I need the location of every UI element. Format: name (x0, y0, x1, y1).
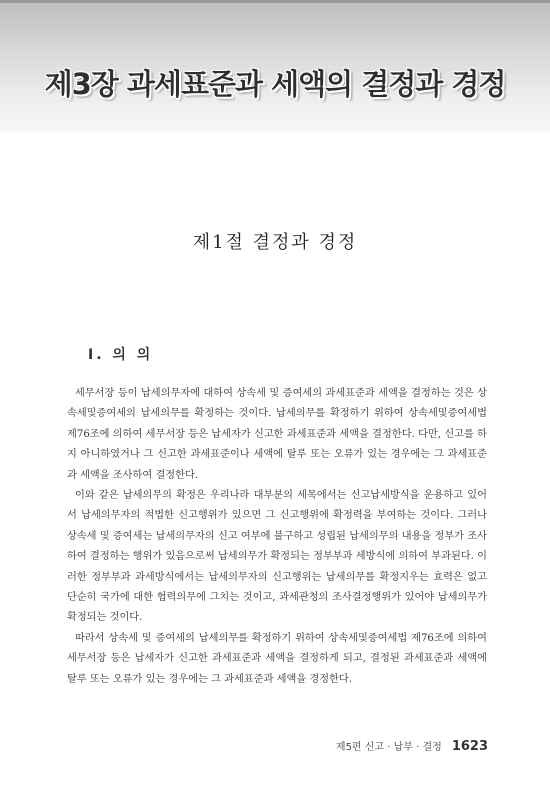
header-top-line (0, 0, 550, 3)
page-number: 1623 (451, 739, 488, 754)
paragraph: 따라서 상속세 및 증여세의 납세의무를 확정하기 위하여 상속세및증여세법 제76조에 의하여 세무서장 등은 납세자가 신고한 과세표준과 세액을 결정하게 되고, 결정된 과세표준과 세액에 탈루 또는 오류가 있는 경우에는 그 과세표준과 세액을 경정한다. (67, 632, 487, 685)
footer-part-label: 제5편 신고 · 납부 · 결정 (335, 742, 442, 753)
section-title: 제1절 결정과 경정 (192, 232, 358, 253)
body-text (67, 384, 487, 690)
paragraph: 세무서장 등이 납세의무자에 대하여 상속세 및 증여세의 과세표준과 세액을 결정하는 것은 상속세및증여세의 납세의무를 확정하는 것이다. 납세의무를 확정하기 위하여 상속세및증여세법 제76조에 의하여 세무서장 등은 납세자가 신고한 과세표준과 세액을 결정한다. 다만, 신고를 하지 아니하였거나 그 신고한 과세표준이나 세액에 탈루 또는 오류가 있는 경우에는 그 과세표준과 세액을 조사하여 결정한다. (67, 388, 487, 481)
paragraph: 이와 같은 납세의무의 확정은 우리나라 대부분의 세목에서는 신고납세방식을 운용하고 있어서 납세의무자의 적법한 신고행위가 있으면 그 신고행위에 확정력을 부여하는 것이다. 그러나 상속세 및 증여세는 납세의무자의 신고 여부에 불구하고 성립된 납세의무의 내용을 정부가 조사하여 결정하는 행위가 있음으로써 납세의무가 확정되는 정부부과 세방식에 의하여 부과된다. 이러한 정부부과 과세방식에서는 납세의무자의 신고행위는 납세의무를 확정지우는 효력은 없고 단순히 국가에 대한 협력의무에 그치는 것이고, 과세관청의 조사결정행위가 있어야 납세의무가 확정되는 것이다. (67, 490, 487, 624)
page-footer (336, 738, 488, 754)
sub-heading: Ⅰ. 의 의 (88, 347, 154, 363)
chapter-title: 제3장 과세표준과 세액의 결정과 경정 (44, 67, 506, 101)
